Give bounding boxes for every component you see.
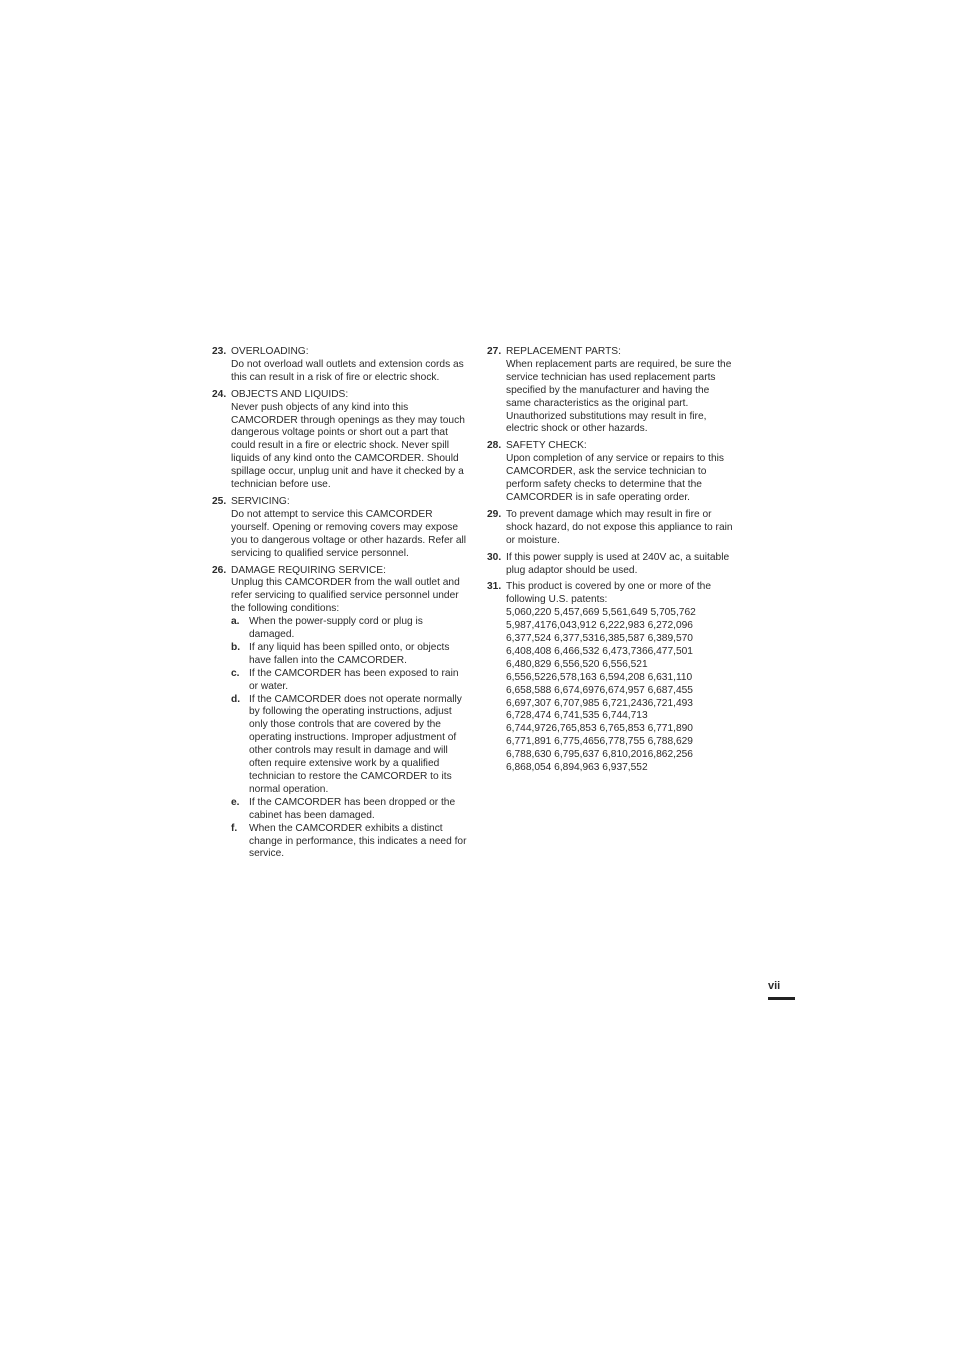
sub-item-text: If the CAMCORDER has been dropped or the cabinet has been damaged. — [249, 796, 456, 821]
page-number: vii — [768, 980, 795, 1000]
sub-item-text: When the power-supply cord or plug is damaged. — [249, 616, 423, 641]
item-number: 26. — [212, 564, 227, 576]
item-text: Never push objects of any kind into this CAMCORDER through openings as they may touch dangerous voltage points or short out a part that could result in a fire or electric shock. Never spill liquids of any kind onto the CAMCORDER. Should spillage occur, unplug unit and have it checked by a technician before use. — [231, 401, 465, 491]
list-item — [487, 509, 737, 548]
list-item — [212, 346, 470, 385]
item-body — [506, 440, 737, 505]
list-item — [212, 565, 470, 862]
item-title: SERVICING: — [231, 495, 290, 507]
item-title: DAMAGE REQUIRING SERVICE: — [231, 564, 386, 576]
item-text: If this power supply is used at 240V ac, a suitable plug adaptor should be used. — [506, 551, 730, 576]
list-item — [212, 389, 470, 492]
sub-item — [231, 668, 470, 694]
item-title: OVERLOADING: — [231, 346, 309, 357]
sub-item-letter: a. — [231, 616, 240, 628]
item-body — [231, 565, 470, 862]
sub-item — [231, 797, 470, 823]
item-number: 24. — [212, 388, 227, 400]
left-column — [212, 346, 470, 865]
list-item — [212, 496, 470, 561]
sub-item-text: If the CAMCORDER has been exposed to rain or water. — [249, 667, 459, 692]
item-number: 23. — [212, 346, 227, 357]
sub-item — [231, 616, 470, 642]
sub-item-letter: b. — [231, 641, 241, 653]
item-body — [506, 552, 737, 578]
item-title: REPLACEMENT PARTS: — [506, 346, 621, 357]
item-body — [506, 581, 737, 775]
sub-item-letter: d. — [231, 693, 241, 705]
item-title: OBJECTS AND LIQUIDS: — [231, 388, 349, 400]
sub-item-text: If the CAMCORDER does not operate normally by following the operating instructions, adjust only those controls that are covered by the operating instructions. Improper adjustment of other controls may result in damage and will often require extensive work by a qualified technician to restore the CAMCORDER to its normal operation. — [249, 693, 462, 795]
sub-item-letter: e. — [231, 796, 240, 808]
item-number: 28. — [487, 440, 502, 452]
item-body — [506, 509, 737, 548]
list-item — [487, 552, 737, 578]
item-number: 30. — [487, 551, 502, 563]
item-body — [231, 389, 470, 492]
item-text: Upon completion of any service or repairs to this CAMCORDER, ask the service technician to perform safety checks to determine that the CAMCORDER is in safe operating order. — [506, 453, 725, 503]
item-number: 31. — [487, 581, 502, 593]
item-text: Unplug this CAMCORDER from the wall outlet and refer servicing to qualified service personnel under the following conditions: — [231, 577, 460, 615]
sub-item — [231, 642, 470, 668]
item-body — [506, 346, 737, 436]
item-number: 29. — [487, 508, 502, 520]
list-item — [487, 581, 737, 775]
item-text: To prevent damage which may result in fire or shock hazard, do not expose this appliance to rain or moisture. — [506, 508, 733, 546]
sub-item — [231, 694, 470, 797]
item-text: Do not attempt to service this CAMCORDER yourself. Opening or removing covers may expose you to dangerous voltage or other hazards. Refer all servicing to qualified service personnel. — [231, 508, 467, 559]
right-column — [487, 346, 737, 779]
item-number: 25. — [212, 495, 227, 507]
sub-item-letter: f. — [231, 822, 238, 834]
sub-item-letter: c. — [231, 667, 240, 679]
item-body — [231, 346, 470, 385]
item-title: SAFETY CHECK: — [506, 440, 587, 452]
item-text: This product is covered by one or more of the following U.S. patents: — [506, 581, 711, 606]
item-number: 27. — [487, 346, 502, 357]
item-text: When replacement parts are required, be sure the service technician has used replacement parts specified by the manufacturer and having the same characteristics as the original part. Unauthorized substitutions may result in fire, electric shock or other hazards. — [506, 358, 732, 435]
patent-list: 5,060,220 5,457,669 5,561,649 5,705,762 5,987,4176,043,912 6,222,983 6,272,096 6,377,524 6,377,5316,385,587 6,389,570 6,408,408 6,466,532 6,473,7366,477,501 6,480,829 6,556,520 6,556,521 6,556,5226,578,163 6,594,208 6,631,110 6,658,588 6,674,6976,674,957 6,687,455 6,697,307 6,707,985 6,721,2436,721,493 6,728,474 6,741,535 6,744,713 6,744,9726,765,853 6,765,853 6,771,890 6,771,891 6,775,4656,778,755 6,788,629 6,788,630 6,795,637 6,810,2016,862,256 6,868,054 6,894,963 6,937,552 — [506, 607, 696, 774]
sub-item-text: If any liquid has been spilled onto, or objects have fallen into the CAMCORDER. — [249, 641, 450, 666]
list-item — [487, 440, 737, 505]
item-body — [231, 496, 470, 561]
item-text: Do not overload wall outlets and extension cords as this can result in a risk of fire or electric shock. — [231, 358, 464, 383]
sub-item — [231, 823, 470, 862]
sub-item-text: When the CAMCORDER exhibits a distinct change in performance, this indicates a need for service. — [249, 822, 467, 860]
list-item — [487, 346, 737, 436]
